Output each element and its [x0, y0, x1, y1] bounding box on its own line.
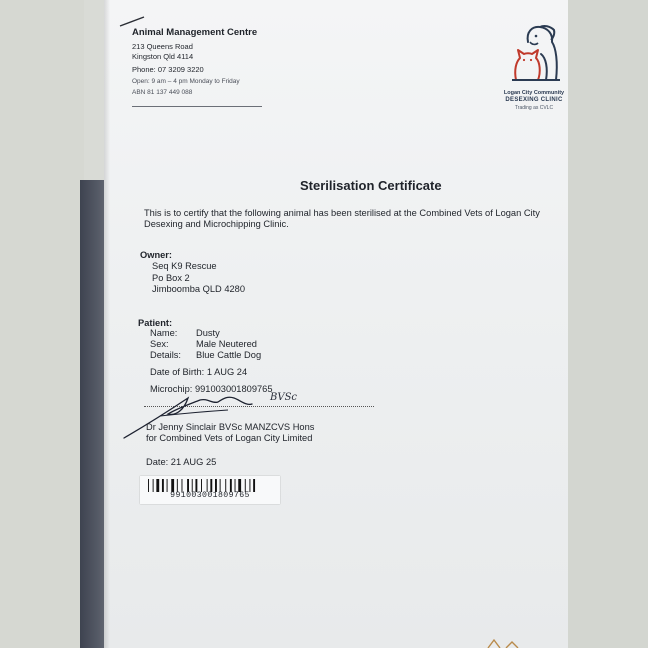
patient-dob: Date of Birth: 1 AUG 24 [150, 367, 248, 377]
patient-details-label: Details: [150, 350, 182, 360]
patient-name: Dusty [196, 328, 220, 338]
signature-suffix: BVSc [270, 392, 298, 403]
pen-mark [118, 14, 148, 28]
owner-label: Owner: [140, 250, 173, 260]
logo-line-1: Logan City Community [503, 90, 565, 96]
phone-number: Phone: 07 3209 3220 [132, 65, 204, 74]
page-corner-mark [484, 636, 534, 648]
patient-name-label: Name: [150, 328, 178, 338]
abn-number: ABN 81 137 449 088 [132, 89, 193, 96]
patient-microchip: Microchip: 991003001809765 [150, 384, 273, 394]
owner-address-1: Po Box 2 [152, 273, 190, 283]
dog-and-cat-icon [508, 22, 562, 88]
barcode-number: 991003001809765 [170, 491, 250, 500]
intro-line-1: This is to certify that the following animal has been sterilised at the Combined Vets of Logan City [144, 208, 540, 218]
organisation-name: Animal Management Centre [132, 27, 258, 38]
vet-name: Dr Jenny Sinclair BVSc MANZCVS Hons [146, 422, 315, 432]
intro-line-2: Desexing and Microchipping Clinic. [144, 219, 289, 229]
vet-organisation: for Combined Vets of Logan City Limited [146, 433, 313, 443]
patient-sex: Male Neutered [196, 339, 257, 349]
opening-hours: Open: 9 am – 4 pm Monday to Friday [132, 78, 240, 85]
patient-details: Blue Cattle Dog [196, 350, 262, 360]
background-right [566, 0, 648, 648]
patient-label: Patient: [138, 318, 173, 328]
address-line-1: 213 Queens Road [132, 42, 193, 51]
certificate-date: Date: 21 AUG 25 [146, 457, 217, 467]
background-left [0, 0, 84, 648]
address-line-2: Kingston Qld 4114 [132, 52, 194, 61]
certificate-page [104, 0, 568, 648]
barcode-sticker [140, 476, 280, 504]
logo-line-3: Trading as CVLC [514, 105, 554, 111]
owner-name: Seq K9 Rescue [152, 261, 217, 271]
patient-sex-label: Sex: [150, 339, 169, 349]
header-divider [132, 106, 262, 107]
owner-address-2: Jimboomba QLD 4280 [152, 284, 246, 294]
clinic-logo [496, 22, 572, 118]
certificate-title: Sterilisation Certificate [300, 178, 442, 193]
logo-line-2: DESEXING CLINIC [505, 97, 563, 103]
